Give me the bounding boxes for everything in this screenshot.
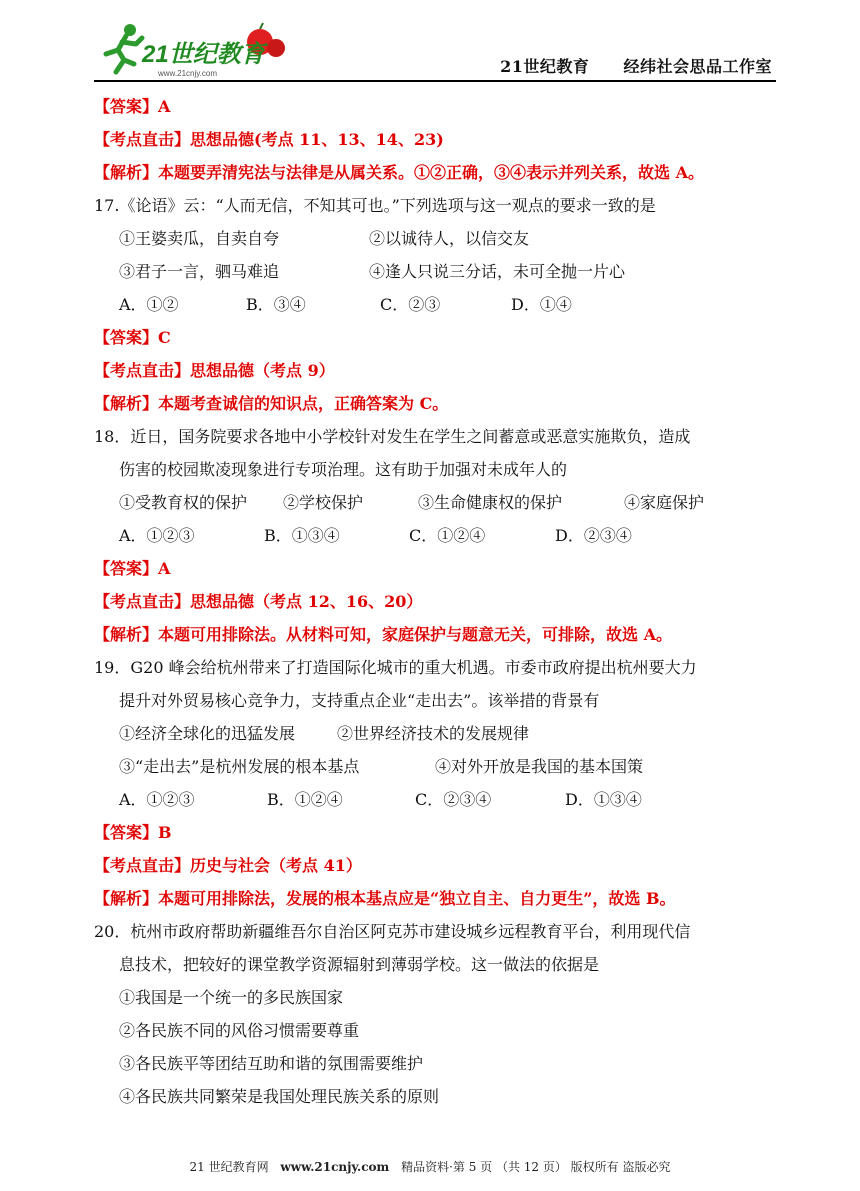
q20-stem-1: 20．杭州市政府帮助新疆维吾尔自治区阿克苏市建设城乡远程教育平台，利用现代信 [94,922,691,941]
q17-options [94,288,794,321]
q19-items-row1 [94,717,794,750]
q19-point: 【考点直击】历史与社会（考点 41） [94,856,362,875]
q17-items-row2 [94,255,794,288]
page-header [0,0,860,86]
q18-option-d: D．②③④ [555,526,632,545]
q17-option-b: B．③④ [246,295,306,314]
q18-option-a: A．①②③ [119,526,195,545]
q16-analysis: 【解析】本题要弄清宪法与法律是从属关系。①②正确，③④表示并列关系，故选 A。 [94,163,704,182]
q19-analysis: 【解析】本题可用排除法，发展的根本基点应是“独立自主、自力更生”，故选 B。 [94,889,676,908]
q17-item4: ④逢人只说三分话，未可全抛一片心 [369,262,626,281]
q19-stem-2: 提升对外贸易核心竞争力，支持重点企业“走出去”。该举措的背景有 [119,691,600,710]
q18-answer: 【答案】A [94,559,171,578]
q18-option-b: B．①③④ [264,526,340,545]
q19-item2: ②世界经济技术的发展规律 [337,724,530,743]
q18-item2: ②学校保护 [283,493,364,512]
q18-options [94,519,794,552]
page-footer [0,1158,860,1175]
site-logo [100,20,290,80]
footer-site-name: 21 世纪教育网 [189,1160,269,1174]
q19-answer: 【答案】B [94,823,172,842]
q17-items-row1 [94,222,794,255]
logo-url: www.21cnjy.com [158,69,217,78]
q18-item4: ④家庭保护 [624,493,705,512]
q17-point: 【考点直击】思想品德（考点 9） [94,361,335,380]
q17-stem: 17.《论语》云：“人而无信，不知其可也。”下列选项与这一观点的要求一致的是 [94,196,656,215]
q19-options [94,783,794,816]
footer-site-link[interactable]: www.21cnjy.com [280,1160,390,1174]
q20-item3: ③各民族平等团结互助和谐的氛围需要维护 [119,1054,424,1073]
q19-items-row2 [94,750,794,783]
q20-item1: ①我国是一个统一的多民族国家 [119,988,344,1007]
q18-item1: ①受教育权的保护 [119,493,248,512]
q18-stem-2: 伤害的校园欺凌现象进行专项治理。这有助于加强对未成年人的 [119,460,568,479]
q18-point: 【考点直击】思想品德（考点 12、16、20） [94,592,423,611]
header-studio: 经纬社会思品工作室 [623,57,772,76]
q17-option-c: C．②③ [380,295,441,314]
q19-item4: ④对外开放是我国的基本国策 [435,757,644,776]
q19-stem-1: 19．G20 峰会给杭州带来了打造国际化城市的重大机遇。市委市政府提出杭州要大力 [94,658,697,677]
q19-option-c: C．②③④ [415,790,492,809]
q19-option-b: B．①②④ [267,790,343,809]
q18-items [94,486,794,519]
logo-text: 21世纪教育 [142,41,265,68]
q18-analysis: 【解析】本题可用排除法。从材料可知，家庭保护与题意无关，可排除，故选 A。 [94,625,672,644]
q16-answer: 【答案】A [94,97,171,116]
page-content [94,90,794,1113]
q19-item3: ③“走出去”是杭州发展的根本基点 [119,757,360,776]
q17-item2: ②以诚待人，以信交友 [369,229,530,248]
q17-item1: ①王婆卖瓜，自卖自夸 [119,229,280,248]
q17-option-a: A．①② [119,295,179,314]
q18-option-c: C．①②④ [409,526,486,545]
q16-point: 【考点直击】思想品德(考点 11、13、14、23) [94,130,444,149]
q17-answer: 【答案】C [94,328,171,347]
q17-option-d: D．①④ [511,295,572,314]
running-figure-icon [106,24,142,72]
header-rule [94,80,776,82]
q19-option-d: D．①③④ [565,790,642,809]
q20-item2: ②各民族不同的风俗习惯需要尊重 [119,1021,360,1040]
header-title [472,54,772,77]
q17-analysis: 【解析】本题考查诚信的知识点，正确答案为 C。 [94,394,449,413]
footer-page-info: 精品资料·第 5 页 （共 12 页） 版权所有 盗版必究 [401,1160,671,1174]
q17-item3: ③君子一言，驷马难追 [119,262,280,281]
q18-item3: ③生命健康权的保护 [418,493,563,512]
q20-item4: ④各民族共同繁荣是我国处理民族关系的原则 [119,1087,440,1106]
q20-stem-2: 息技术，把较好的课堂教学资源辐射到薄弱学校。这一做法的依据是 [119,955,600,974]
q19-option-a: A．①②③ [119,790,195,809]
q19-item1: ①经济全球化的迅猛发展 [119,724,296,743]
q18-stem-1: 18．近日，国务院要求各地中小学校针对发生在学生之间蓄意或恶意实施欺负，造成 [94,427,691,446]
header-org: 21世纪教育 [500,57,590,76]
